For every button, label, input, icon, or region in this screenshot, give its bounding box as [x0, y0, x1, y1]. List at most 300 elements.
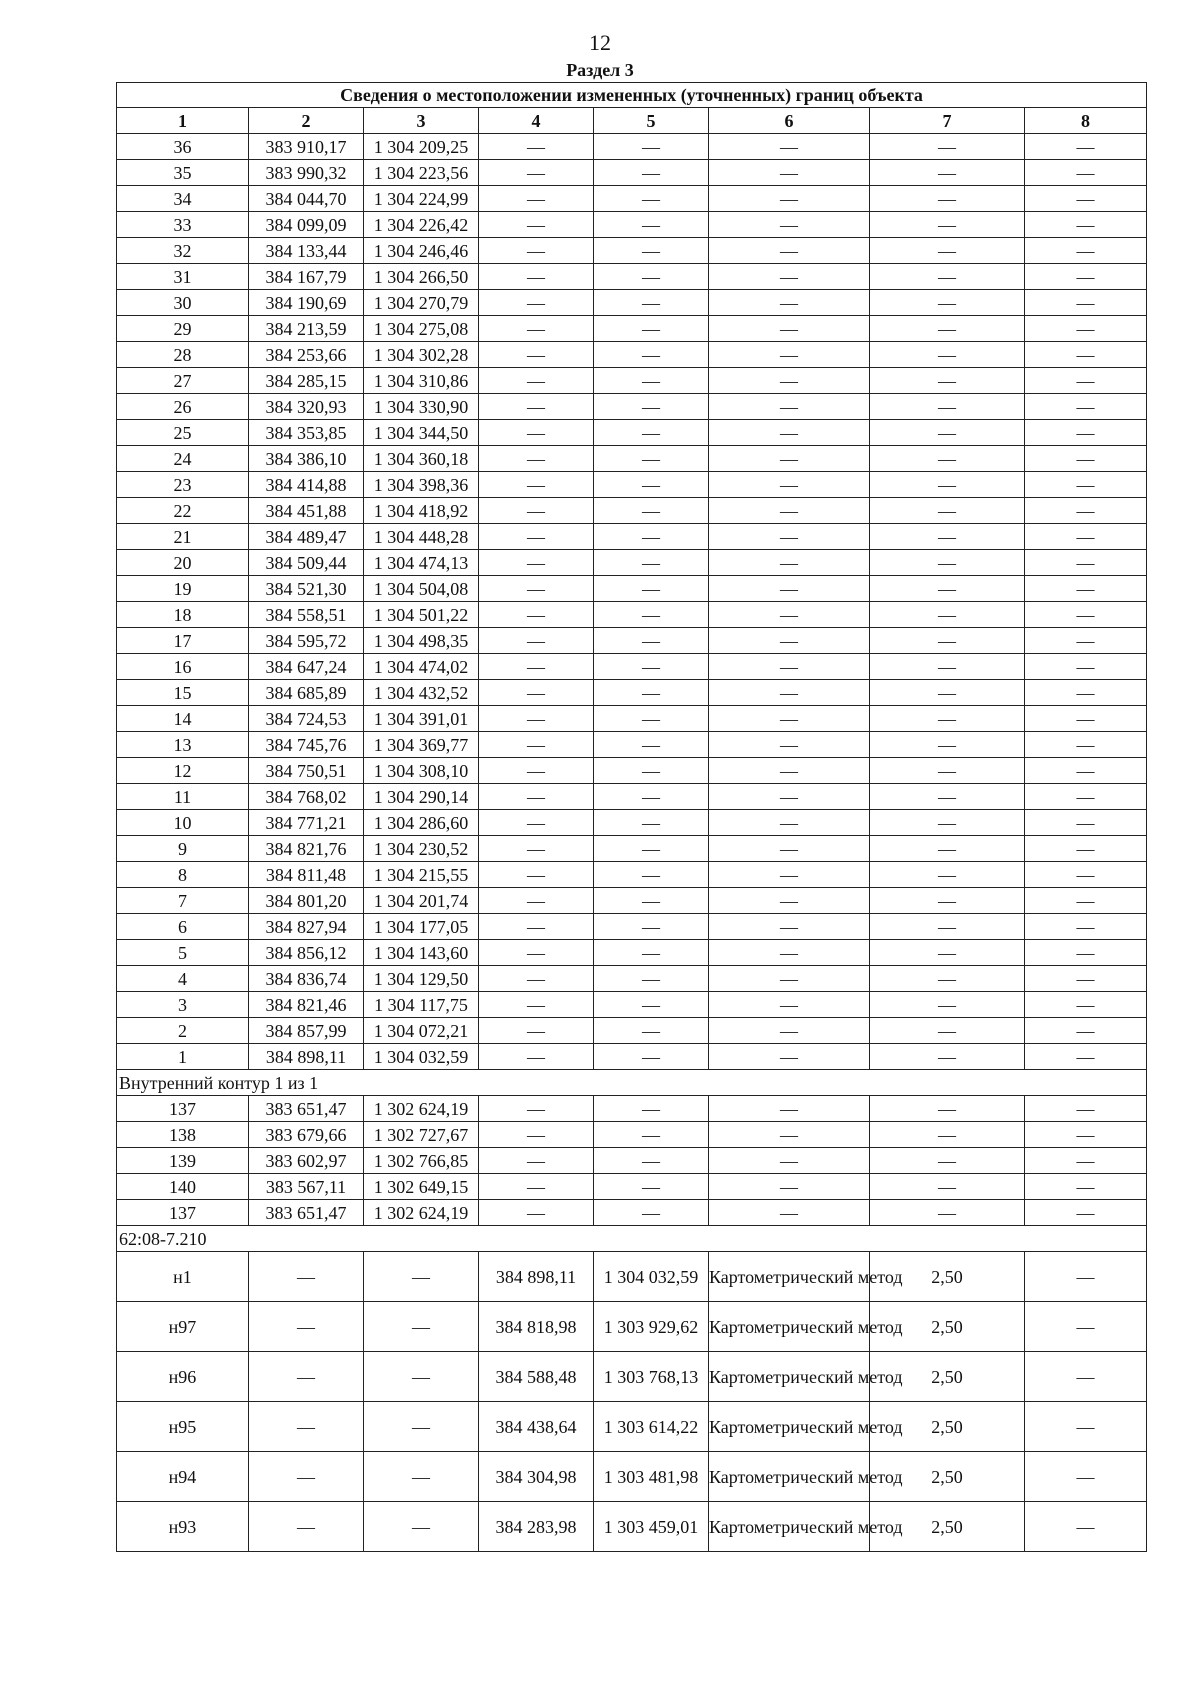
table-cell: 383 651,47 — [249, 1200, 364, 1226]
table-cell: — — [1025, 602, 1147, 628]
table-cell: 384 386,10 — [249, 446, 364, 472]
table-cell: — — [870, 550, 1025, 576]
table-row — [117, 212, 1147, 238]
table-cell: — — [870, 134, 1025, 160]
table-row — [117, 706, 1147, 732]
table-cell: 384 521,30 — [249, 576, 364, 602]
table-cell: 384 898,11 — [249, 1044, 364, 1070]
table-cell: — — [1025, 290, 1147, 316]
table-cell: — — [709, 368, 870, 394]
table-row — [117, 1122, 1147, 1148]
table-cell: — — [479, 914, 594, 940]
table-cell: — — [1025, 160, 1147, 186]
table-row — [117, 1302, 1147, 1352]
table-cell: — — [870, 576, 1025, 602]
table-cell: 26 — [117, 394, 249, 420]
table-cell: Картометрический метод — [709, 1352, 870, 1402]
table-cell: — — [1025, 1502, 1147, 1552]
table-cell: 2,50 — [870, 1452, 1025, 1502]
table-cell: — — [594, 446, 709, 472]
table-cell: 384 685,89 — [249, 680, 364, 706]
table-cell: — — [594, 420, 709, 446]
table-cell: 27 — [117, 368, 249, 394]
table-cell: — — [479, 862, 594, 888]
table-cell: 137 — [117, 1200, 249, 1226]
table-cell: — — [594, 758, 709, 784]
table-cell: — — [870, 966, 1025, 992]
table-cell: — — [870, 368, 1025, 394]
table-cell: — — [709, 836, 870, 862]
table-cell: 1 304 474,02 — [364, 654, 479, 680]
table-cell: — — [479, 784, 594, 810]
table-row — [117, 732, 1147, 758]
table-cell: 384 044,70 — [249, 186, 364, 212]
table-cell: — — [364, 1352, 479, 1402]
column-number: 8 — [1025, 108, 1147, 134]
table-cell: н97 — [117, 1302, 249, 1352]
table-cell: — — [479, 1148, 594, 1174]
table-cell: — — [479, 186, 594, 212]
table-row — [117, 160, 1147, 186]
table-row — [117, 810, 1147, 836]
table-cell: 384 320,93 — [249, 394, 364, 420]
table-title: Сведения о местоположении измененных (уточненных) границ объекта — [117, 83, 1147, 108]
table-cell: — — [870, 680, 1025, 706]
table-cell: — — [709, 758, 870, 784]
table-cell: — — [1025, 940, 1147, 966]
table-cell: — — [594, 160, 709, 186]
table-cell: — — [594, 940, 709, 966]
table-cell: — — [594, 264, 709, 290]
table-cell: — — [594, 550, 709, 576]
table-cell: 1 304 032,59 — [364, 1044, 479, 1070]
table-cell: 18 — [117, 602, 249, 628]
table-cell: — — [870, 810, 1025, 836]
table-cell: — — [1025, 784, 1147, 810]
table-cell: 384 856,12 — [249, 940, 364, 966]
table-row — [117, 940, 1147, 966]
table-cell: н95 — [117, 1402, 249, 1452]
table-cell: — — [709, 654, 870, 680]
table-cell: 384 771,21 — [249, 810, 364, 836]
table-cell: — — [594, 524, 709, 550]
table-cell: 384 253,66 — [249, 342, 364, 368]
table-cell: 1 304 344,50 — [364, 420, 479, 446]
table-cell: — — [364, 1402, 479, 1452]
table-cell: 1 303 929,62 — [594, 1302, 709, 1352]
table-cell: 31 — [117, 264, 249, 290]
table-row — [117, 1402, 1147, 1452]
table-cell: — — [594, 368, 709, 394]
table-cell: — — [1025, 862, 1147, 888]
table-cell: — — [870, 1200, 1025, 1226]
table-cell: 12 — [117, 758, 249, 784]
table-row — [117, 290, 1147, 316]
column-number-row — [117, 108, 1147, 134]
table-row — [117, 602, 1147, 628]
table-row — [117, 1174, 1147, 1200]
table-cell: 1 304 398,36 — [364, 472, 479, 498]
table-row — [117, 966, 1147, 992]
table-cell: — — [594, 680, 709, 706]
table-cell: 1 304 418,92 — [364, 498, 479, 524]
table-cell: 1 303 768,13 — [594, 1352, 709, 1402]
table-cell: 384 818,98 — [479, 1302, 594, 1352]
table-cell: — — [1025, 134, 1147, 160]
table-cell: 2 — [117, 1018, 249, 1044]
table-cell: 1 304 143,60 — [364, 940, 479, 966]
table-cell: — — [594, 394, 709, 420]
table-cell: — — [479, 602, 594, 628]
table-row — [117, 420, 1147, 446]
table-cell: 384 821,76 — [249, 836, 364, 862]
table-cell: 1 304 117,75 — [364, 992, 479, 1018]
table-cell: н96 — [117, 1352, 249, 1402]
column-number: 2 — [249, 108, 364, 134]
table-cell: — — [479, 264, 594, 290]
table-cell: 34 — [117, 186, 249, 212]
table-cell: 1 — [117, 1044, 249, 1070]
table-cell: 384 099,09 — [249, 212, 364, 238]
table-row — [117, 498, 1147, 524]
table-cell: — — [364, 1502, 479, 1552]
table-cell: 2,50 — [870, 1352, 1025, 1402]
table-row — [117, 862, 1147, 888]
table-row — [117, 1044, 1147, 1070]
table-cell: 35 — [117, 160, 249, 186]
table-cell: 36 — [117, 134, 249, 160]
table-cell: — — [709, 160, 870, 186]
table-cell: 32 — [117, 238, 249, 264]
table-cell: — — [594, 134, 709, 160]
table-cell: Картометрический метод — [709, 1252, 870, 1302]
table-cell: 13 — [117, 732, 249, 758]
table-cell: — — [709, 914, 870, 940]
table-cell: — — [364, 1302, 479, 1352]
table-cell: 384 724,53 — [249, 706, 364, 732]
table-cell: — — [594, 472, 709, 498]
table-cell: — — [709, 810, 870, 836]
column-number: 5 — [594, 108, 709, 134]
table-cell: 1 304 224,99 — [364, 186, 479, 212]
table-cell: 384 595,72 — [249, 628, 364, 654]
table-cell: 8 — [117, 862, 249, 888]
table-cell: — — [709, 238, 870, 264]
table-cell: — — [594, 784, 709, 810]
table-cell: — — [709, 940, 870, 966]
table-cell: — — [479, 420, 594, 446]
table-cell: Картометрический метод — [709, 1452, 870, 1502]
table-cell: 5 — [117, 940, 249, 966]
table-cell: 1 304 223,56 — [364, 160, 479, 186]
table-cell: н1 — [117, 1252, 249, 1302]
table-cell: 384 745,76 — [249, 732, 364, 758]
table-cell: — — [479, 1096, 594, 1122]
table-cell: 384 898,11 — [479, 1252, 594, 1302]
table-cell: — — [870, 628, 1025, 654]
table-cell: — — [870, 1148, 1025, 1174]
table-cell: — — [479, 992, 594, 1018]
table-cell: 23 — [117, 472, 249, 498]
table-cell: — — [479, 628, 594, 654]
table-cell: — — [709, 472, 870, 498]
table-cell: 2,50 — [870, 1302, 1025, 1352]
table-cell: — — [1025, 1452, 1147, 1502]
table-cell: — — [709, 602, 870, 628]
table-cell: — — [1025, 1044, 1147, 1070]
table-cell: 1 302 766,85 — [364, 1148, 479, 1174]
table-cell: н93 — [117, 1502, 249, 1552]
table-cell: 4 — [117, 966, 249, 992]
table-cell: — — [479, 134, 594, 160]
table-cell: — — [1025, 1174, 1147, 1200]
table-cell: 14 — [117, 706, 249, 732]
table-cell: 1 304 286,60 — [364, 810, 479, 836]
table-cell: — — [594, 316, 709, 342]
table-cell: 384 811,48 — [249, 862, 364, 888]
table-row — [117, 1148, 1147, 1174]
table-cell: — — [479, 810, 594, 836]
table-row — [117, 264, 1147, 290]
table-cell: 1 304 072,21 — [364, 1018, 479, 1044]
table-row — [117, 758, 1147, 784]
table-cell: — — [1025, 680, 1147, 706]
table-cell: — — [1025, 1200, 1147, 1226]
table-cell: — — [594, 342, 709, 368]
table-cell: — — [1025, 1252, 1147, 1302]
table-cell: — — [1025, 810, 1147, 836]
table-cell: — — [479, 1122, 594, 1148]
table-row — [117, 784, 1147, 810]
table-cell: — — [870, 264, 1025, 290]
table-cell: — — [479, 966, 594, 992]
table-cell: 384 768,02 — [249, 784, 364, 810]
table-cell: — — [1025, 1096, 1147, 1122]
table-cell: 1 304 275,08 — [364, 316, 479, 342]
boundary-table — [116, 82, 1147, 1552]
table-cell: — — [479, 238, 594, 264]
table-cell: 1 304 330,90 — [364, 394, 479, 420]
parcel-row-label: 62:08-7.210 — [117, 1226, 1147, 1252]
table-cell: 1 304 302,28 — [364, 342, 479, 368]
table-cell: 15 — [117, 680, 249, 706]
table-row — [117, 888, 1147, 914]
table-cell: — — [870, 290, 1025, 316]
table-cell: — — [1025, 992, 1147, 1018]
table-cell: 1 304 498,35 — [364, 628, 479, 654]
table-cell: 384 451,88 — [249, 498, 364, 524]
table-cell: 33 — [117, 212, 249, 238]
table-cell: — — [479, 836, 594, 862]
table-cell: — — [479, 706, 594, 732]
table-cell: 1 304 310,86 — [364, 368, 479, 394]
table-cell: — — [594, 810, 709, 836]
table-cell: 383 567,11 — [249, 1174, 364, 1200]
table-cell: — — [479, 1174, 594, 1200]
table-cell: 138 — [117, 1122, 249, 1148]
table-cell: — — [1025, 186, 1147, 212]
table-cell: 6 — [117, 914, 249, 940]
table-row — [117, 1502, 1147, 1552]
column-number: 3 — [364, 108, 479, 134]
table-cell: — — [870, 342, 1025, 368]
table-cell: — — [870, 420, 1025, 446]
table-cell: 25 — [117, 420, 249, 446]
table-cell: — — [594, 290, 709, 316]
table-cell: — — [1025, 550, 1147, 576]
table-cell: 384 285,15 — [249, 368, 364, 394]
table-cell: 1 302 727,67 — [364, 1122, 479, 1148]
table-cell: — — [870, 758, 1025, 784]
table-cell: — — [479, 290, 594, 316]
table-cell: — — [479, 654, 594, 680]
table-cell: — — [709, 1044, 870, 1070]
table-cell: — — [479, 524, 594, 550]
table-cell: 1 304 230,52 — [364, 836, 479, 862]
inner-contour-row — [117, 1070, 1147, 1096]
table-cell: 19 — [117, 576, 249, 602]
table-row — [117, 550, 1147, 576]
table-cell: — — [1025, 758, 1147, 784]
table-cell: — — [594, 1122, 709, 1148]
table-cell: — — [1025, 732, 1147, 758]
table-row — [117, 1252, 1147, 1302]
table-cell: 2,50 — [870, 1502, 1025, 1552]
table-row — [117, 654, 1147, 680]
table-cell: — — [1025, 264, 1147, 290]
table-cell: — — [709, 420, 870, 446]
table-cell: — — [870, 732, 1025, 758]
table-cell: — — [479, 732, 594, 758]
table-cell: 1 303 459,01 — [594, 1502, 709, 1552]
table-cell: — — [709, 1174, 870, 1200]
table-cell: 1 304 290,14 — [364, 784, 479, 810]
table-cell: — — [709, 992, 870, 1018]
column-number: 7 — [870, 108, 1025, 134]
table-cell: — — [709, 1148, 870, 1174]
table-cell: — — [870, 1044, 1025, 1070]
table-cell: — — [709, 888, 870, 914]
table-cell: 1 304 448,28 — [364, 524, 479, 550]
table-cell: — — [594, 914, 709, 940]
table-row — [117, 186, 1147, 212]
table-cell: 384 438,64 — [479, 1402, 594, 1452]
table-cell: — — [479, 368, 594, 394]
table-cell: — — [479, 316, 594, 342]
table-cell: 384 133,44 — [249, 238, 364, 264]
table-cell: 1 304 215,55 — [364, 862, 479, 888]
page-number: 12 — [589, 30, 611, 55]
table-cell: — — [1025, 472, 1147, 498]
table-cell: — — [1025, 888, 1147, 914]
table-cell: 22 — [117, 498, 249, 524]
table-cell: — — [870, 888, 1025, 914]
table-cell: — — [1025, 446, 1147, 472]
table-cell: — — [709, 576, 870, 602]
table-cell: — — [594, 186, 709, 212]
table-cell: 20 — [117, 550, 249, 576]
table-cell: — — [870, 316, 1025, 342]
table-cell: — — [479, 212, 594, 238]
table-cell: 1 304 391,01 — [364, 706, 479, 732]
table-cell: — — [249, 1302, 364, 1352]
table-cell: — — [870, 1018, 1025, 1044]
table-cell: — — [249, 1252, 364, 1302]
table-cell: — — [709, 706, 870, 732]
table-cell: 384 167,79 — [249, 264, 364, 290]
table-cell: — — [479, 1018, 594, 1044]
table-cell: 384 647,24 — [249, 654, 364, 680]
table-cell: — — [594, 238, 709, 264]
table-cell: 384 414,88 — [249, 472, 364, 498]
table-cell: — — [1025, 524, 1147, 550]
table-cell: — — [249, 1502, 364, 1552]
table-cell: — — [364, 1452, 479, 1502]
table-cell: — — [709, 524, 870, 550]
table-cell: 384 509,44 — [249, 550, 364, 576]
table-cell: — — [1025, 238, 1147, 264]
parcel-row — [117, 1226, 1147, 1252]
table-cell: — — [594, 862, 709, 888]
table-cell: — — [1025, 1122, 1147, 1148]
table-cell: — — [479, 940, 594, 966]
table-cell: — — [479, 472, 594, 498]
table-cell: 1 304 432,52 — [364, 680, 479, 706]
table-cell: — — [709, 1122, 870, 1148]
table-cell: — — [1025, 836, 1147, 862]
table-cell: 1 303 614,22 — [594, 1402, 709, 1452]
table-cell: 384 304,98 — [479, 1452, 594, 1502]
table-cell: — — [709, 186, 870, 212]
table-row — [117, 524, 1147, 550]
table-cell: — — [594, 1096, 709, 1122]
table-cell: 1 304 266,50 — [364, 264, 479, 290]
table-cell: — — [870, 992, 1025, 1018]
inner-contour-row-label: Внутренний контур 1 из 1 — [117, 1070, 1147, 1096]
table-cell: 1 302 624,19 — [364, 1096, 479, 1122]
table-cell: 1 304 032,59 — [594, 1252, 709, 1302]
table-cell: 384 827,94 — [249, 914, 364, 940]
table-cell: — — [1025, 654, 1147, 680]
table-cell: — — [594, 992, 709, 1018]
table-cell: Картометрический метод — [709, 1502, 870, 1552]
table-cell: 384 283,98 — [479, 1502, 594, 1552]
table-cell: 28 — [117, 342, 249, 368]
table-cell: 9 — [117, 836, 249, 862]
table-cell: — — [1025, 316, 1147, 342]
table-cell: — — [594, 836, 709, 862]
table-cell: — — [594, 576, 709, 602]
table-cell: 1 304 504,08 — [364, 576, 479, 602]
table-cell: 384 836,74 — [249, 966, 364, 992]
table-cell: — — [709, 966, 870, 992]
table-cell: 139 — [117, 1148, 249, 1174]
table-cell: — — [594, 966, 709, 992]
table-cell: — — [1025, 706, 1147, 732]
table-cell: 1 304 201,74 — [364, 888, 479, 914]
table-cell: 1 304 270,79 — [364, 290, 479, 316]
table-cell: — — [709, 394, 870, 420]
table-cell: — — [870, 1122, 1025, 1148]
table-cell: — — [870, 524, 1025, 550]
table-cell: — — [479, 888, 594, 914]
table-row — [117, 368, 1147, 394]
table-row — [117, 342, 1147, 368]
table-cell: 384 190,69 — [249, 290, 364, 316]
table-cell: 21 — [117, 524, 249, 550]
table-cell: 7 — [117, 888, 249, 914]
table-row — [117, 992, 1147, 1018]
